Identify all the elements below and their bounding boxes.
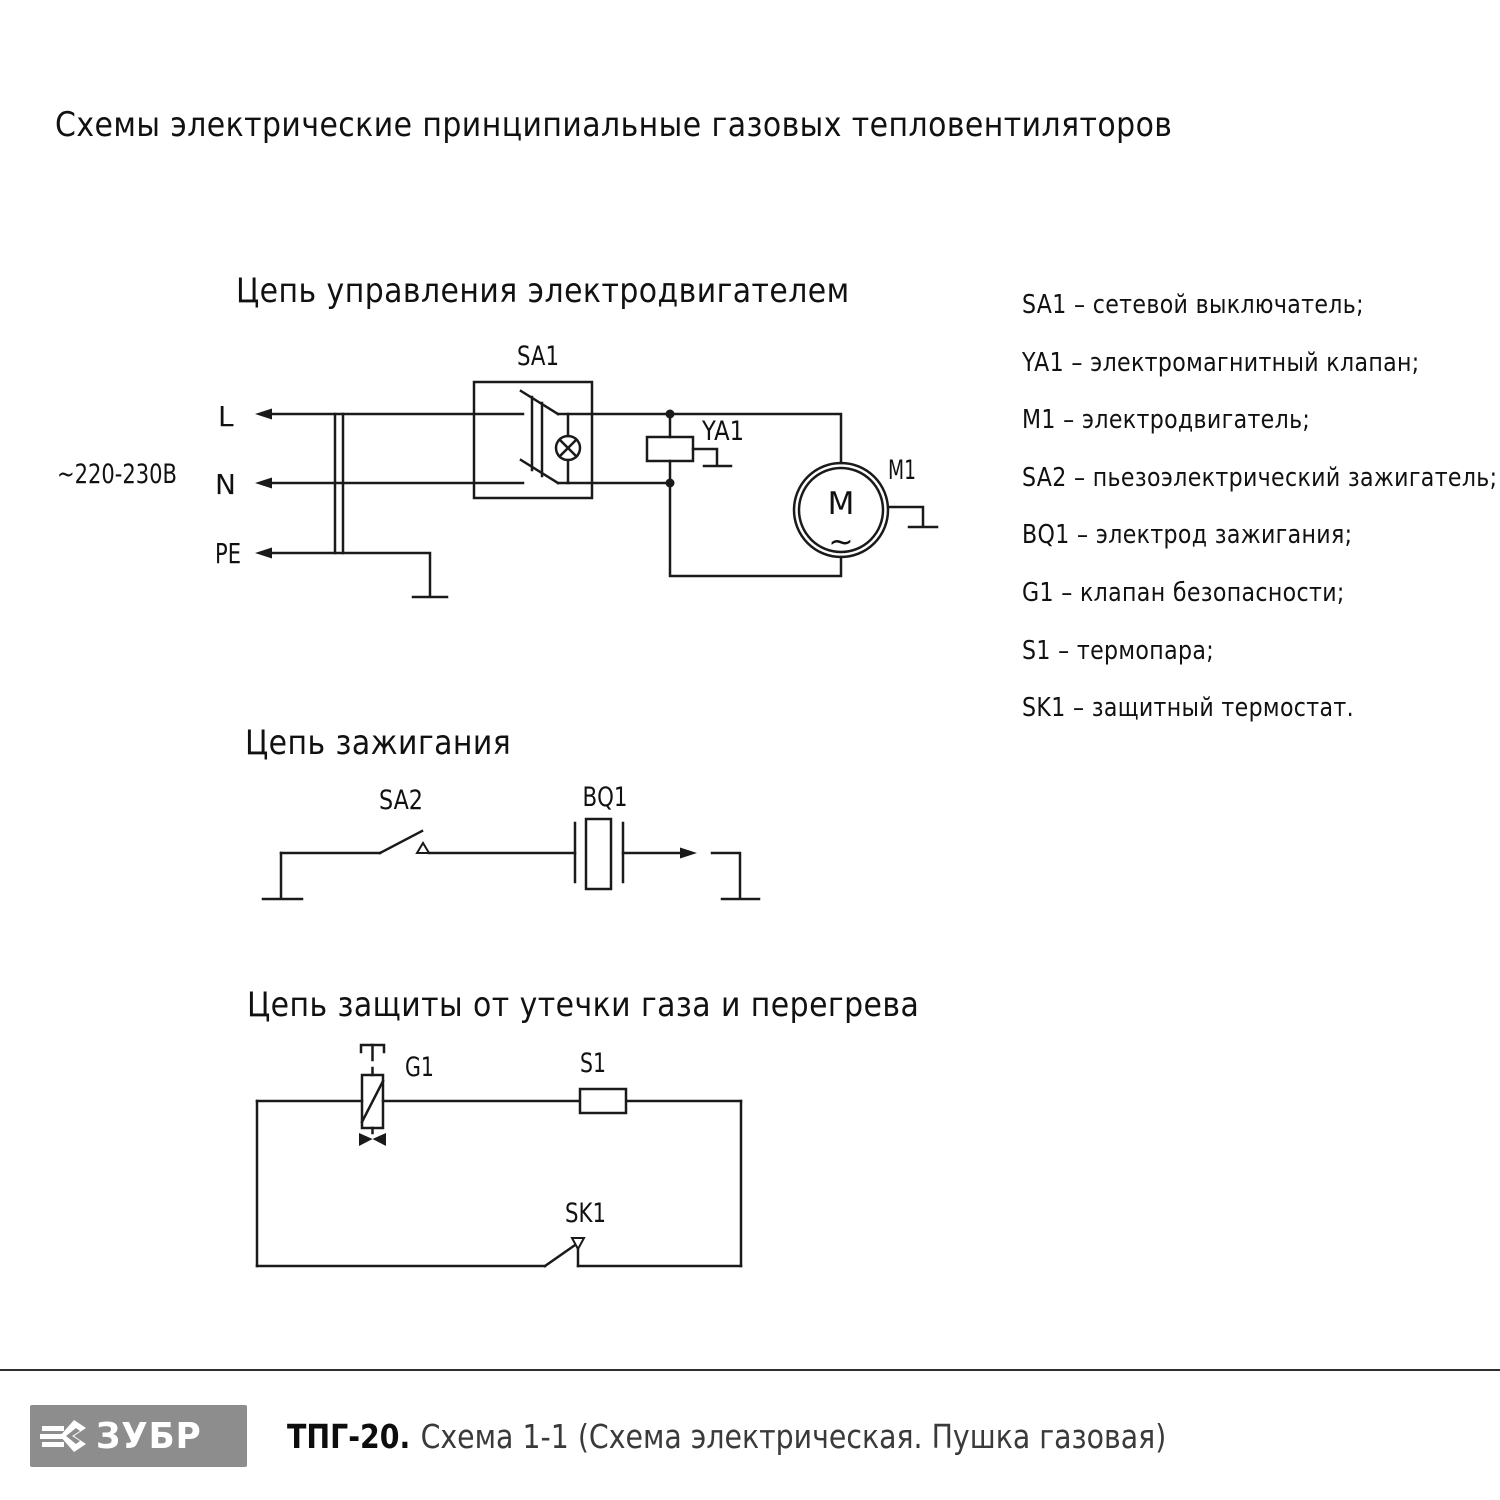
label-G1: G1 <box>405 1052 434 1083</box>
protection-circuit-diagram <box>257 1045 741 1266</box>
valve-YA1-coil <box>647 437 693 461</box>
arrow-left-N-icon <box>255 478 272 489</box>
legend-item: G1 – клапан безопасности; <box>1022 577 1345 608</box>
brand-name: ЗУБР <box>96 1415 202 1457</box>
label-M1: M1 <box>888 455 916 486</box>
legend-item: SK1 – защитный термостат. <box>1022 693 1354 724</box>
motor-ac-symbol: ~ <box>828 525 854 560</box>
terminal-label-PE: PE <box>215 537 241 570</box>
label-BQ1: BQ1 <box>582 782 628 813</box>
legend-item: SA1 – сетевой выключатель; <box>1022 290 1364 320</box>
spark-arrow-icon <box>680 848 697 859</box>
arrow-left-PE-icon <box>255 548 272 559</box>
wire-PE-ground <box>271 553 447 597</box>
motor-letter: M <box>827 486 855 522</box>
valve-G1-diagonal <box>362 1081 383 1122</box>
motor-M1-ground <box>888 507 937 527</box>
ignition-circuit-diagram <box>263 819 759 899</box>
model-number: ТПГ-20. <box>287 1417 411 1456</box>
thermocouple-S1-body <box>580 1089 626 1113</box>
terminal-label-N: N <box>215 468 236 501</box>
terminal-label-L: L <box>218 400 234 433</box>
voltage-label: ~220-230В <box>57 459 177 490</box>
electrode-BQ1-body <box>586 819 611 889</box>
legend-item: YA1 – электромагнитный клапан; <box>1022 347 1420 378</box>
ignition-ground-left <box>263 853 302 899</box>
valve-YA1-ground <box>693 449 731 466</box>
bison-logo-icon <box>30 1408 92 1464</box>
brand-logo <box>30 1405 247 1467</box>
indicator-lamp-cross <box>560 440 577 457</box>
scheme-caption: Схема 1-1 (Схема электрическая. Пушка газовая) <box>420 1417 1167 1456</box>
valve-G1-bowtie-left <box>359 1133 373 1146</box>
control-circuit-title: Цепь управления электродвигателем <box>236 271 850 311</box>
valve-G1-bowtie-right <box>373 1133 387 1146</box>
page-title: Схемы электрические принципиальные газовых тепловентиляторов <box>55 105 1173 145</box>
switch-SA1-linkage <box>532 397 542 476</box>
legend-item: BQ1 – электрод зажигания; <box>1022 520 1353 551</box>
arrow-left-L-icon <box>255 409 272 420</box>
label-SA1: SA1 <box>517 341 559 372</box>
protection-wire-sides <box>257 1101 741 1266</box>
protection-circuit-title: Цепь защиты от утечки газа и перегрева <box>247 985 920 1025</box>
footer-divider <box>0 1369 1500 1371</box>
label-YA1: YA1 <box>701 416 744 447</box>
footer-caption <box>287 1417 1166 1457</box>
switch-SA2-contact-triangle <box>417 843 429 853</box>
switch-SA2-blade <box>380 831 422 853</box>
label-SA2: SA2 <box>379 785 423 816</box>
thermostat-SK1-blade <box>545 1243 578 1266</box>
legend-item: S1 – термопара; <box>1022 635 1214 666</box>
switch-SA1-blade-top <box>521 391 558 414</box>
wire-L-to-motor <box>558 414 841 463</box>
schematic-labels <box>57 341 916 1229</box>
ignition-circuit-title: Цепь зажигания <box>245 723 512 763</box>
label-S1: S1 <box>580 1048 606 1079</box>
legend-item: SA2 – пьезоэлектрический зажигатель; <box>1022 462 1498 493</box>
label-SK1: SK1 <box>565 1198 606 1229</box>
legend-item: M1 – электродвигатель; <box>1022 405 1311 436</box>
ignition-ground-right <box>712 853 759 899</box>
switch-SA1-blade-bottom <box>521 460 558 483</box>
